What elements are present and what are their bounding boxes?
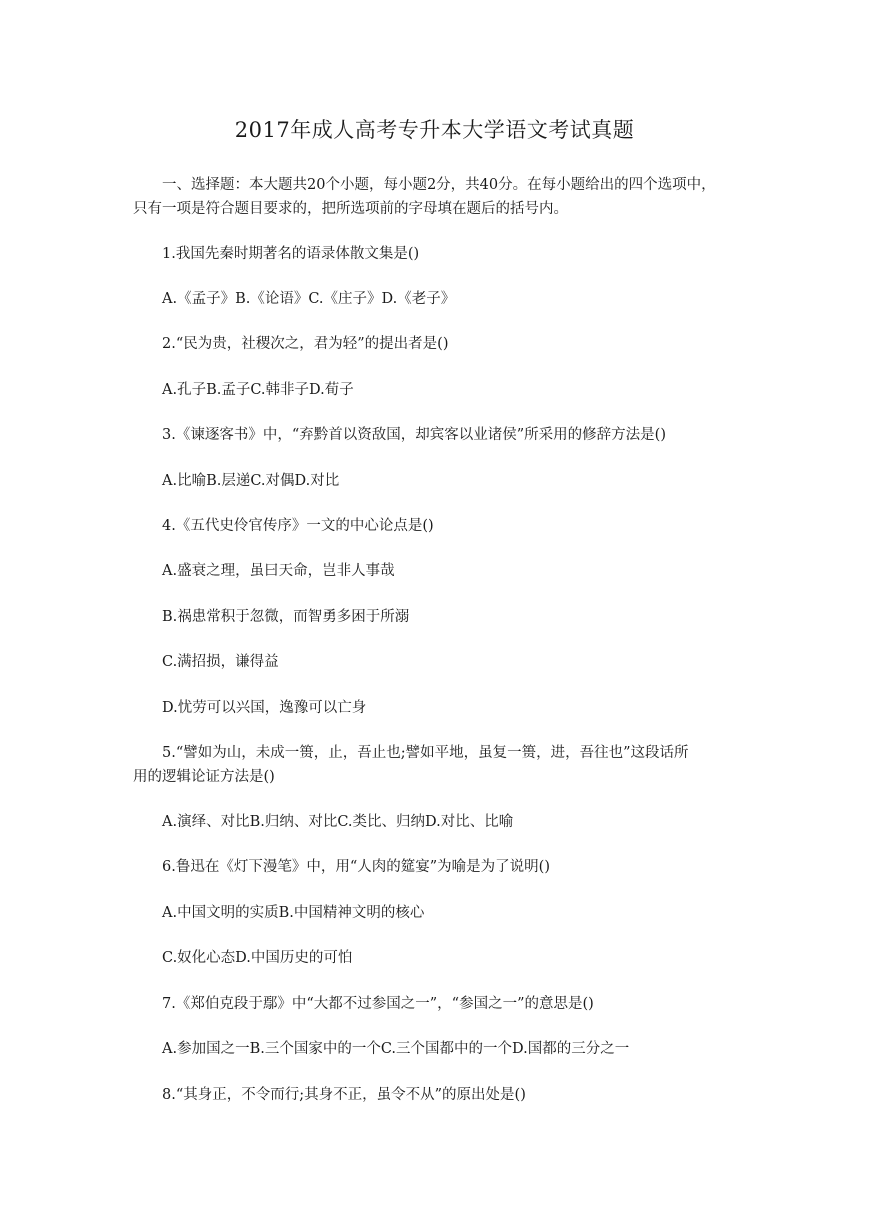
question-4-option-a: A.盛衰之理，虽曰天命，岂非人事哉 xyxy=(162,563,395,579)
question-1-options: A.《孟子》B.《论语》C.《庄子》D.《老子》 xyxy=(162,291,456,307)
question-2-options: A.孔子B.孟子C.韩非子D.荀子 xyxy=(162,382,354,398)
question-3-options: A.比喻B.层递C.对偶D.对比 xyxy=(162,473,340,489)
question-4-option-c: C.满招损，谦得益 xyxy=(162,654,279,670)
question-5-options: A.演绎、对比B.归纳、对比C.类比、归纳D.对比、比喻 xyxy=(162,814,514,830)
question-4-option-d: D.忧劳可以兴国，逸豫可以亡身 xyxy=(162,700,367,716)
instructions-line-2: 只有一项是符合题目要求的，把所选项前的字母填在题后的括号内。 xyxy=(133,201,568,217)
document-title: 2017年成人高考专升本大学语文考试真题 xyxy=(234,118,635,142)
question-4-option-b: B.祸患常积于忽微，而智勇多困于所溺 xyxy=(162,609,410,625)
question-5-line-2: 用的逻辑论证方法是() xyxy=(133,769,275,785)
question-6: 6.鲁迅在《灯下漫笔》中，用“人肉的筵宴”为喻是为了说明() xyxy=(162,859,550,875)
question-2: 2.“民为贵，社稷次之，君为轻”的提出者是() xyxy=(162,336,449,352)
question-8: 8.“其身正，不令而行;其身不正，虽令不从”的原出处是() xyxy=(162,1087,526,1103)
question-4: 4.《五代史伶官传序》一文的中心论点是() xyxy=(162,518,434,534)
question-7: 7.《郑伯克段于鄢》中“大都不过参国之一”，“参国之一”的意思是() xyxy=(162,996,594,1012)
question-3: 3.《谏逐客书》中，“弃黔首以资敌国，却宾客以业诸侯”所采用的修辞方法是() xyxy=(162,427,666,443)
question-6-options-ab: A.中国文明的实质B.中国精神文明的核心 xyxy=(162,905,425,921)
question-7-options: A.参加国之一B.三个国家中的一个C.三个国都中的一个D.国都的三分之一 xyxy=(162,1041,630,1057)
question-1: 1.我国先秦时期著名的语录体散文集是() xyxy=(162,246,420,262)
question-5-line-1: 5.“譬如为山，未成一篑，止，吾止也;譬如平地，虽复一篑，进，吾往也”这段话所 xyxy=(162,745,689,761)
instructions-line-1: 一、选择题：本大题共20个小题，每小题2分，共40分。在每小题给出的四个选项中， xyxy=(162,177,716,193)
question-6-options-cd: C.奴化心态D.中国历史的可怕 xyxy=(162,950,353,966)
